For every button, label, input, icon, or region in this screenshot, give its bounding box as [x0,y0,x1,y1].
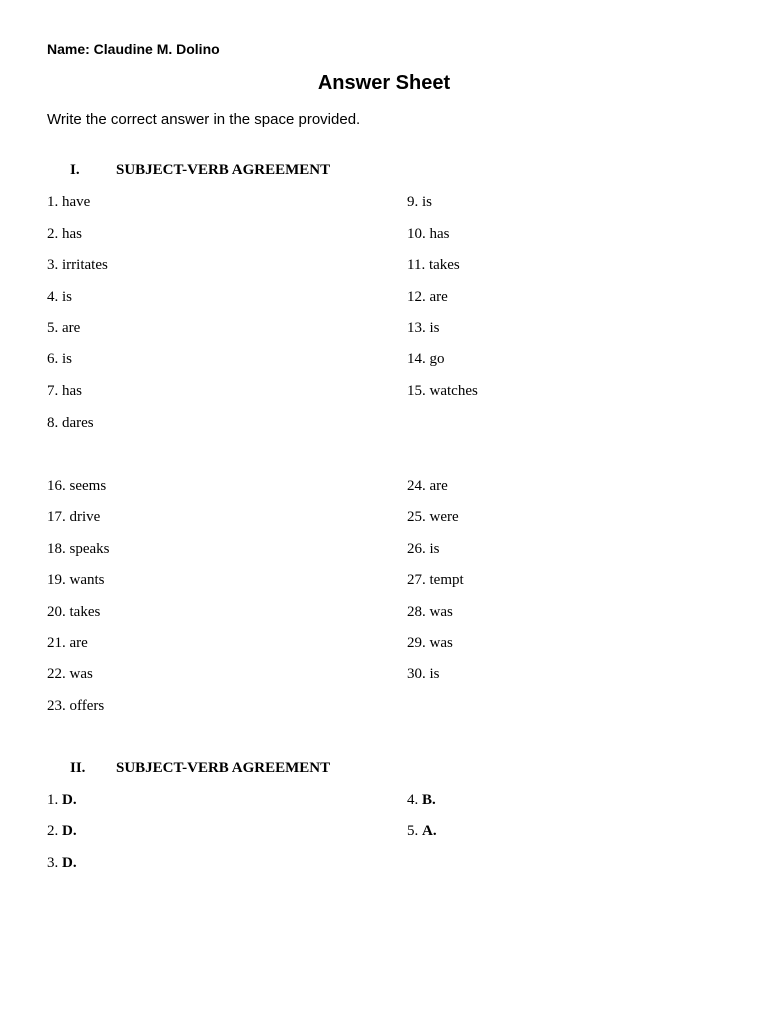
s1-answer-7: 7. has [47,383,82,399]
s1-answer-17: 17. drive [47,509,101,525]
s1-answer-28: 28. was [407,604,453,620]
s1-answer-9: 9. is [407,194,433,210]
section-1-numeral: I. [70,162,80,178]
section-2-title: SUBJECT-VERB AGREEMENT [116,760,331,776]
s1-answer-19: 19. wants [47,572,105,588]
s1-answer-21: 21. are [47,635,88,651]
s1-answer-29: 29. was [407,635,453,651]
s1-answer-4: 4. is [47,289,73,305]
s2-answer-1: 1. D. [47,792,77,808]
s1-answer-30: 30. is [407,666,440,682]
s1-answer-20: 20. takes [47,604,101,620]
s1-answer-1: 1. have [47,194,91,210]
s1-answer-18: 18. speaks [47,541,110,557]
section-2-numeral: II. [70,760,86,776]
student-name: Name: Claudine M. Dolino [47,41,220,57]
s1-answer-13: 13. is [407,320,440,336]
s2-answer-2: 2. D. [47,823,77,839]
s2-answer-4: 4. B. [407,792,436,808]
s1-answer-3: 3. irritates [47,257,108,273]
s1-answer-10: 10. has [407,226,450,242]
s1-answer-12: 12. are [407,289,448,305]
section-1-title: SUBJECT-VERB AGREEMENT [116,162,331,178]
s2-answer-3: 3. D. [47,855,77,871]
s2-answer-5: 5. A. [407,823,437,839]
s1-answer-6: 6. is [47,351,73,367]
s1-answer-22: 22. was [47,666,93,682]
s1-answer-24: 24. are [407,478,448,494]
s1-answer-2: 2. has [47,226,82,242]
s1-answer-14: 14. go [407,351,445,367]
s1-answer-23: 23. offers [47,698,105,714]
s1-answer-26: 26. is [407,541,440,557]
s1-answer-8: 8. dares [47,415,94,431]
s1-answer-16: 16. seems [47,478,107,494]
s1-answer-27: 27. tempt [407,572,464,588]
s1-answer-25: 25. were [407,509,459,525]
page-title: Answer Sheet [317,72,451,94]
s1-answer-15: 15. watches [407,383,478,399]
s1-answer-11: 11. takes [407,257,460,273]
s1-answer-5: 5. are [47,320,81,336]
instructions: Write the correct answer in the space provided. [47,111,361,128]
